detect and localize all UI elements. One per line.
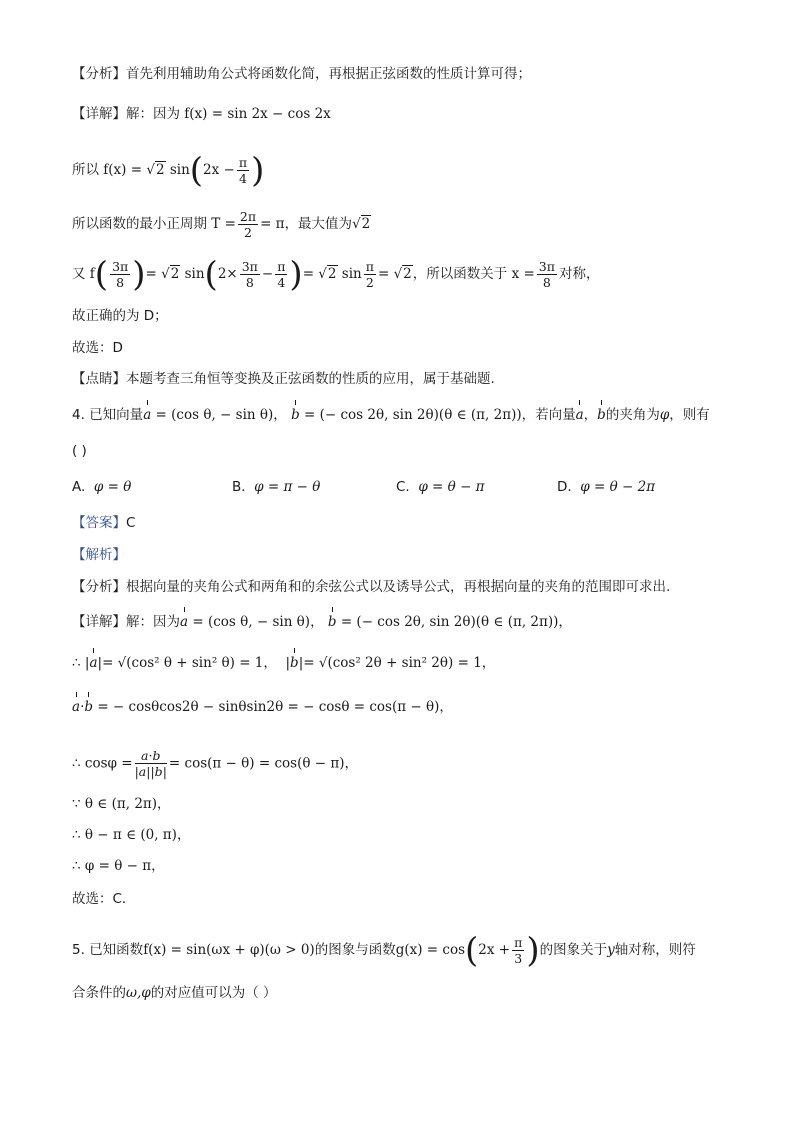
vector-b-definition: = (− cos 2θ, sin 2θ): [340, 614, 476, 630]
stem-part-d: ，则有: [669, 407, 710, 423]
vector-b-ref: b: [597, 407, 606, 423]
therefore-symbol: ∴: [72, 858, 81, 874]
stem-part-e: 合条件的: [72, 985, 126, 1001]
q4-dot-product: a·b = − cosθcos2θ − sinθsin2θ = − cosθ = cos(π − θ)，: [72, 699, 453, 715]
cos-phi-fraction: $\frac{a\cdot b}{|a||b|}$: [134, 748, 167, 779]
q5-stem: [72, 930, 696, 971]
option-label: B.: [232, 479, 246, 495]
g-lhs: g(x) = cos: [395, 942, 466, 958]
stem-part-a: 已知向量: [89, 407, 144, 423]
therefore-symbol: ∴: [72, 827, 81, 843]
option-value: φ = θ − 2π: [580, 479, 656, 495]
comment-tag: 【点睛】: [72, 371, 126, 387]
symmetry-axis: x = $\frac{3\pi}{8}$: [511, 259, 555, 290]
stem-part-d: 轴对称，则符: [614, 942, 696, 958]
g-argument: (2x + $\frac{\pi}{3}$ ): [465, 930, 540, 971]
vector-a: a: [72, 699, 81, 715]
theta-range: (θ ∈ (π, 2π)): [475, 614, 559, 630]
q3-comment: [72, 369, 495, 389]
therefore-symbol: ∴: [72, 755, 81, 772]
theta-minus-pi: θ − π ∈ (0, π): [84, 827, 177, 843]
vector-a-definition: = (cos θ, − sin θ): [192, 614, 311, 630]
vector-a: a: [143, 407, 152, 423]
also-label: 又: [72, 266, 86, 282]
vector-b: b: [291, 407, 300, 423]
detail-text: 解：因为: [126, 106, 180, 122]
question-number: 4.: [72, 407, 85, 423]
phi-equation: φ = θ − π: [84, 858, 152, 874]
so-label: 所以: [72, 162, 99, 178]
q3-simplified: [72, 150, 265, 191]
option-value: φ = π − θ: [254, 479, 321, 495]
q3-period: [72, 209, 371, 240]
phi-symbol: φ: [659, 407, 670, 423]
q4-answer: [72, 513, 135, 533]
detail-tag: 【详解】: [72, 106, 126, 122]
q3-symmetry: [72, 254, 600, 295]
question-number: 5.: [72, 942, 85, 958]
q3-conclusion: 故正确的为 D；: [72, 308, 168, 324]
q3-analysis: [72, 64, 531, 84]
theta-in: θ ∈ (π, 2π): [84, 796, 158, 812]
period-label: 所以函数的最小正周期: [72, 216, 207, 232]
variables: ω,φ: [126, 985, 151, 1001]
max-label: ，最大值为: [284, 216, 353, 232]
symmetry-after: 对称，: [558, 266, 600, 282]
solution-tag: 【解析】: [72, 547, 126, 563]
vector-b: b: [290, 655, 299, 671]
f-definition: f(x) = sin(ωx + φ)(ω > 0): [143, 942, 315, 958]
theta-range: (θ ∈ (π, 2π)): [438, 407, 522, 423]
stem-part-a: 已知函数: [89, 942, 144, 958]
vector-a: a: [89, 655, 98, 671]
cos-phi-lhs: cosφ =: [84, 755, 133, 772]
stem-part-b: ，若向量: [521, 407, 576, 423]
analysis-tag: 【分析】: [72, 66, 126, 82]
q4-stem: 4. 已知向量a = (cos θ, − sin θ)， b = (− cos 2θ, sin 2θ)(θ ∈ (π, 2π))，若向量a，b的夹角为φ，则有: [72, 407, 710, 423]
norm-a: = √(cos² θ + sin² θ) = 1: [102, 655, 264, 671]
simplified-formula: f(x) = √2 sin(2x − $\frac{\pi}{4}$ ): [103, 150, 265, 191]
cos-phi-rhs: = cos(π − θ) = cos(θ − π): [168, 755, 345, 772]
comment-text: 本题考查三角恒等变换及正弦函数的性质的应用，属于基础题.: [126, 371, 495, 387]
dot-product: = − cosθcos2θ − sinθsin2θ = − cosθ = cos(π − θ): [97, 699, 440, 715]
symmetry-formula: f( $\frac{3\pi}{8}$ )= √2 sin(2× $\frac{3\pi}{8}$ − $\frac{\pi}{4}$ )= √2 sin $\frac{\pi}{2}$ = √2: [89, 254, 412, 295]
q4-phi: ∴ φ = θ − π，: [72, 858, 165, 874]
option-label: A.: [72, 479, 86, 495]
option-d: [557, 477, 655, 497]
answer-tag: 【答案】: [72, 515, 126, 531]
option-b: [232, 477, 320, 497]
stem-part-c: 的图象关于: [539, 942, 608, 958]
because-symbol: ∵: [72, 796, 81, 812]
therefore-symbol: ∴: [72, 655, 81, 671]
analysis-text: 根据向量的夹角公式和两角和的余弦公式以及诱导公式，再根据向量的夹角的范围即可求出.: [126, 579, 671, 595]
function-definition: f(x) = sin 2x − cos 2x: [184, 106, 331, 122]
vector-a-definition: = (cos θ, − sin θ): [155, 407, 274, 423]
option-value: φ = θ: [93, 479, 132, 495]
axis-symbol: y: [607, 942, 615, 958]
q4-norms: ∴ |a|= √(cos² θ + sin² θ) = 1， |b|= √(cos² 2θ + sin² 2θ) = 1，: [72, 655, 496, 671]
q3-choose: 故选：D: [72, 340, 123, 356]
q4-solution-heading: [72, 545, 126, 565]
detail-tag: 【详解】: [72, 614, 126, 630]
q4-paren: ( ): [72, 443, 87, 459]
vector-b: b: [327, 614, 337, 630]
detail-text: 解：因为: [126, 614, 180, 630]
q4-theta-range: ∵ θ ∈ (π, 2π)，: [72, 796, 171, 812]
q4-theta-minus: ∴ θ − π ∈ (0, π)，: [72, 827, 191, 843]
q3-detail: [72, 104, 331, 124]
vector-a-ref: a: [575, 407, 584, 423]
analysis-tag: 【分析】: [72, 579, 126, 595]
q4-cos-phi: ∴ cosφ = $\frac{a\cdot b}{|a||b|}$ = cos(π − θ) = cos(θ − π)，: [72, 748, 358, 779]
option-c: [396, 477, 485, 497]
stem-part-f: 的对应值可以为（ ）: [150, 985, 277, 1001]
max-value: √2: [352, 216, 371, 232]
option-value: φ = θ − π: [418, 479, 485, 495]
option-a: [72, 477, 131, 497]
stem-part-b: 的图象与函数: [314, 942, 396, 958]
q4-analysis: [72, 577, 670, 597]
analysis-text: 首先利用辅助角公式将函数化简，再根据正弦函数的性质计算可得；: [126, 66, 531, 82]
answer-value: C: [126, 515, 136, 531]
option-label: C.: [396, 479, 410, 495]
symmetry-label: ，所以函数关于: [412, 266, 508, 282]
vector-b: b: [84, 699, 94, 715]
vector-a: a: [180, 614, 189, 630]
q4-detail: 【详解】解：因为a = (cos θ, − sin θ)， b = (− cos 2θ, sin 2θ)(θ ∈ (π, 2π))，: [72, 614, 572, 630]
period-formula: T = $\frac{2\pi}{2}$ = π: [211, 209, 285, 240]
q5-stem-continued: [72, 983, 277, 1003]
vector-b-definition: = (− cos 2θ, sin 2θ): [304, 407, 439, 423]
option-label: D.: [557, 479, 572, 495]
stem-part-c: 的夹角为: [605, 407, 660, 423]
norm-b: = √(cos² 2θ + sin² 2θ) = 1: [303, 655, 482, 671]
q4-choose: 故选：C．: [72, 891, 136, 907]
